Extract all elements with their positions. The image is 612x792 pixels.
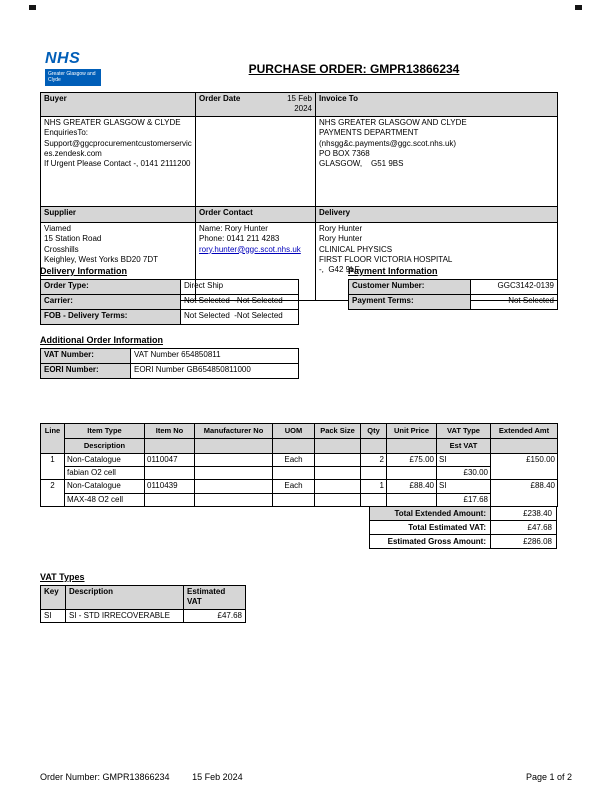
info-row [41, 349, 299, 364]
buyer-address-line: If Urgent Please Contact -, 0141 2111200 [44, 159, 191, 169]
item-type: Non-Catalogue [65, 453, 145, 466]
vat-types-header-row [41, 586, 246, 610]
delivery-address-line: Rory Hunter [319, 234, 363, 244]
item-row [41, 453, 558, 466]
info-row [349, 295, 558, 310]
vat-key: SI [41, 609, 66, 622]
buyer-label: Buyer [41, 93, 196, 117]
invoice-to-label: Invoice To [316, 93, 558, 117]
item-qty: 1 [361, 480, 387, 493]
totals-value: £286.08 [491, 534, 557, 549]
col-header-pack-size: Pack Size [315, 424, 361, 439]
additional-order-information-table [40, 348, 299, 379]
item-unit-price: £88.40 [387, 480, 437, 493]
empty-cell [196, 116, 316, 206]
header-content-row [41, 116, 558, 206]
info-row [349, 280, 558, 295]
info-row-value: Not Selected [471, 295, 558, 310]
col-header-line: Line [41, 424, 65, 454]
supplier-address-line: Keighley, West Yorks BD20 7DT [44, 254, 158, 264]
invoice-address-line: PO BOX 7368 [319, 148, 370, 158]
supplier-address-line: 15 Station Road [44, 234, 102, 244]
empty-cell [387, 438, 437, 453]
vat-types-section [40, 572, 246, 623]
footer-order-number: Order Number: GMPR13866234 [40, 772, 170, 782]
info-row-value: Not Selected -Not Selected [181, 295, 299, 310]
items-header-row-2 [41, 438, 558, 453]
footer-left [40, 772, 243, 782]
info-row-value: EORI Number GB654850811000 [131, 364, 299, 379]
delivery-address-line: Rory Hunter [319, 223, 363, 233]
buyer-address-line: NHS GREATER GLASGOW & CLYDE [44, 117, 181, 127]
nhs-logo-org: Greater Glasgow and Clyde [45, 69, 101, 86]
totals-row [369, 534, 557, 549]
delivery-information-table [40, 279, 299, 325]
item-extended-amt: £88.40 [491, 480, 558, 507]
contact-email-link[interactable]: rory.hunter@ggc.scot.nhs.uk [199, 244, 301, 254]
buyer-address-line: Support@ggcprocurementcustomerservices.zendesk.com [44, 138, 192, 158]
item-qty: 2 [361, 453, 387, 466]
vat-types-heading: VAT Types [40, 572, 85, 582]
page-title: PURCHASE ORDER: GMPR13866234 [248, 62, 460, 76]
empty-cell [387, 493, 437, 506]
order-contact-label: Order Contact [196, 206, 316, 222]
item-vat-type: SI [437, 480, 491, 493]
line-items-section [40, 423, 557, 549]
empty-cell [387, 466, 437, 479]
info-row-value: VAT Number 654850811 [131, 349, 299, 364]
vat-key-header: Key [41, 586, 66, 610]
line-items-table [40, 423, 558, 507]
crop-mark-right [575, 5, 582, 10]
invoice-address-line: GLASGOW, G51 9BS [319, 159, 404, 169]
item-uom: Each [273, 453, 315, 466]
supplier-label: Supplier [41, 206, 196, 222]
vat-estimated-header: Estimated VAT [184, 586, 246, 610]
invoice-address-line: PAYMENTS DEPARTMENT [319, 128, 419, 138]
col-header-unit-price: Unit Price [387, 424, 437, 439]
item-description-row [41, 493, 558, 506]
supplier-label-row [41, 206, 558, 222]
empty-cell [145, 466, 195, 479]
payment-information-section [348, 266, 558, 310]
item-est-vat: £30.00 [437, 466, 491, 479]
crop-mark-left [29, 5, 36, 10]
col-header-description: Description [65, 438, 145, 453]
items-header-row [41, 424, 558, 439]
info-row-label: Customer Number: [349, 280, 471, 295]
item-description: MAX-48 O2 cell [65, 493, 145, 506]
info-row-label: Order Type: [41, 280, 181, 295]
totals-value: £47.68 [491, 520, 557, 535]
order-totals [40, 507, 557, 549]
totals-label: Total Extended Amount: [369, 506, 491, 521]
payment-information-heading: Payment Information [348, 266, 438, 276]
info-row-label: EORI Number: [41, 364, 131, 379]
empty-cell [315, 466, 361, 479]
info-row-label: Payment Terms: [349, 295, 471, 310]
empty-cell [273, 438, 315, 453]
footer-page-number: Page 1 of 2 [525, 772, 572, 782]
col-header-item-type: Item Type [65, 424, 145, 439]
vat-types-row [41, 609, 246, 622]
item-est-vat: £17.68 [437, 493, 491, 506]
info-row [41, 280, 299, 295]
vat-description: SI - STD IRRECOVERABLE [66, 609, 184, 622]
totals-row [369, 520, 557, 535]
info-row [41, 295, 299, 310]
vat-estimated-value: £47.68 [184, 609, 246, 622]
item-line-number: 2 [41, 480, 65, 507]
supplier-address-line: Crosshills [44, 244, 79, 254]
item-extended-amt: £150.00 [491, 453, 558, 480]
buyer-address [41, 116, 196, 206]
empty-cell [315, 438, 361, 453]
totals-row [369, 506, 557, 521]
item-pack-size [315, 480, 361, 493]
nhs-logo-text: NHS [45, 50, 81, 67]
payment-information-table [348, 279, 558, 310]
order-date-cell [196, 93, 316, 117]
item-no: 0110047 [145, 453, 195, 466]
invoice-address [316, 116, 558, 206]
col-header-vat-type: VAT Type [437, 424, 491, 439]
item-description: fabian O2 cell [65, 466, 145, 479]
order-date-value: 15 Feb 2024 [287, 94, 312, 114]
empty-cell [145, 493, 195, 506]
additional-order-information-heading: Additional Order Information [40, 335, 163, 345]
empty-cell [361, 438, 387, 453]
additional-order-information-section [40, 335, 299, 379]
item-unit-price: £75.00 [387, 453, 437, 466]
item-type: Non-Catalogue [65, 480, 145, 493]
delivery-address-line: -, G42 9LF [319, 265, 360, 275]
col-header-manufacturer-no: Manufacturer No [195, 424, 273, 439]
delivery-information-section [40, 266, 299, 325]
col-header-item-no: Item No [145, 424, 195, 439]
empty-cell [273, 493, 315, 506]
col-header-extended-amt: Extended Amt [491, 424, 558, 439]
delivery-address-line: CLINICAL PHYSICS [319, 244, 393, 254]
item-description-row [41, 466, 558, 479]
info-row-value: GGC3142-0139 [471, 280, 558, 295]
delivery-information-heading: Delivery Information [40, 266, 128, 276]
delivery-label: Delivery [316, 206, 558, 222]
col-header-uom: UOM [273, 424, 315, 439]
header-label-row [41, 93, 558, 117]
info-row-value: Direct Ship [181, 280, 299, 295]
totals-value: £238.40 [491, 506, 557, 521]
item-manufacturer-no [195, 453, 273, 466]
info-row-label: VAT Number: [41, 349, 131, 364]
page-footer [40, 772, 572, 782]
info-row-value: Not Selected -Not Selected [181, 310, 299, 325]
item-line-number: 1 [41, 453, 65, 480]
totals-label: Total Estimated VAT: [369, 520, 491, 535]
empty-cell [195, 493, 273, 506]
item-row [41, 480, 558, 493]
empty-cell [195, 438, 273, 453]
item-pack-size [315, 453, 361, 466]
info-row [41, 364, 299, 379]
col-header-qty: Qty [361, 424, 387, 439]
delivery-address-line: FIRST FLOOR VICTORIA HOSPITAL [319, 254, 453, 264]
empty-cell [273, 466, 315, 479]
contact-phone: Phone: 0141 211 4283 [199, 234, 280, 244]
buyer-address-line: EnquiriesTo: [44, 128, 89, 138]
invoice-address-line: NHS GREATER GLASGOW AND CLYDE [319, 117, 467, 127]
order-date-label: Order Date [199, 94, 241, 103]
empty-cell [195, 466, 273, 479]
footer-date: 15 Feb 2024 [192, 772, 243, 782]
info-row-label: FOB - Delivery Terms: [41, 310, 181, 325]
item-no: 0110439 [145, 480, 195, 493]
col-header-est-vat: Est VAT [437, 438, 491, 453]
info-row [41, 310, 299, 325]
empty-cell [145, 438, 195, 453]
invoice-address-line: (nhsgg&c.payments@ggc.scot.nhs.uk) [319, 138, 457, 148]
empty-cell [315, 493, 361, 506]
vat-types-table [40, 585, 246, 623]
empty-cell [361, 466, 387, 479]
vat-description-header: Description [66, 586, 184, 610]
item-vat-type: SI [437, 453, 491, 466]
empty-cell [491, 438, 558, 453]
empty-cell [361, 493, 387, 506]
supplier-address-line: Viamed [44, 223, 71, 233]
item-manufacturer-no [195, 480, 273, 493]
item-uom: Each [273, 480, 315, 493]
info-row-label: Carrier: [41, 295, 181, 310]
contact-name: Name: Rory Hunter [199, 223, 268, 233]
totals-label: Estimated Gross Amount: [369, 534, 491, 549]
